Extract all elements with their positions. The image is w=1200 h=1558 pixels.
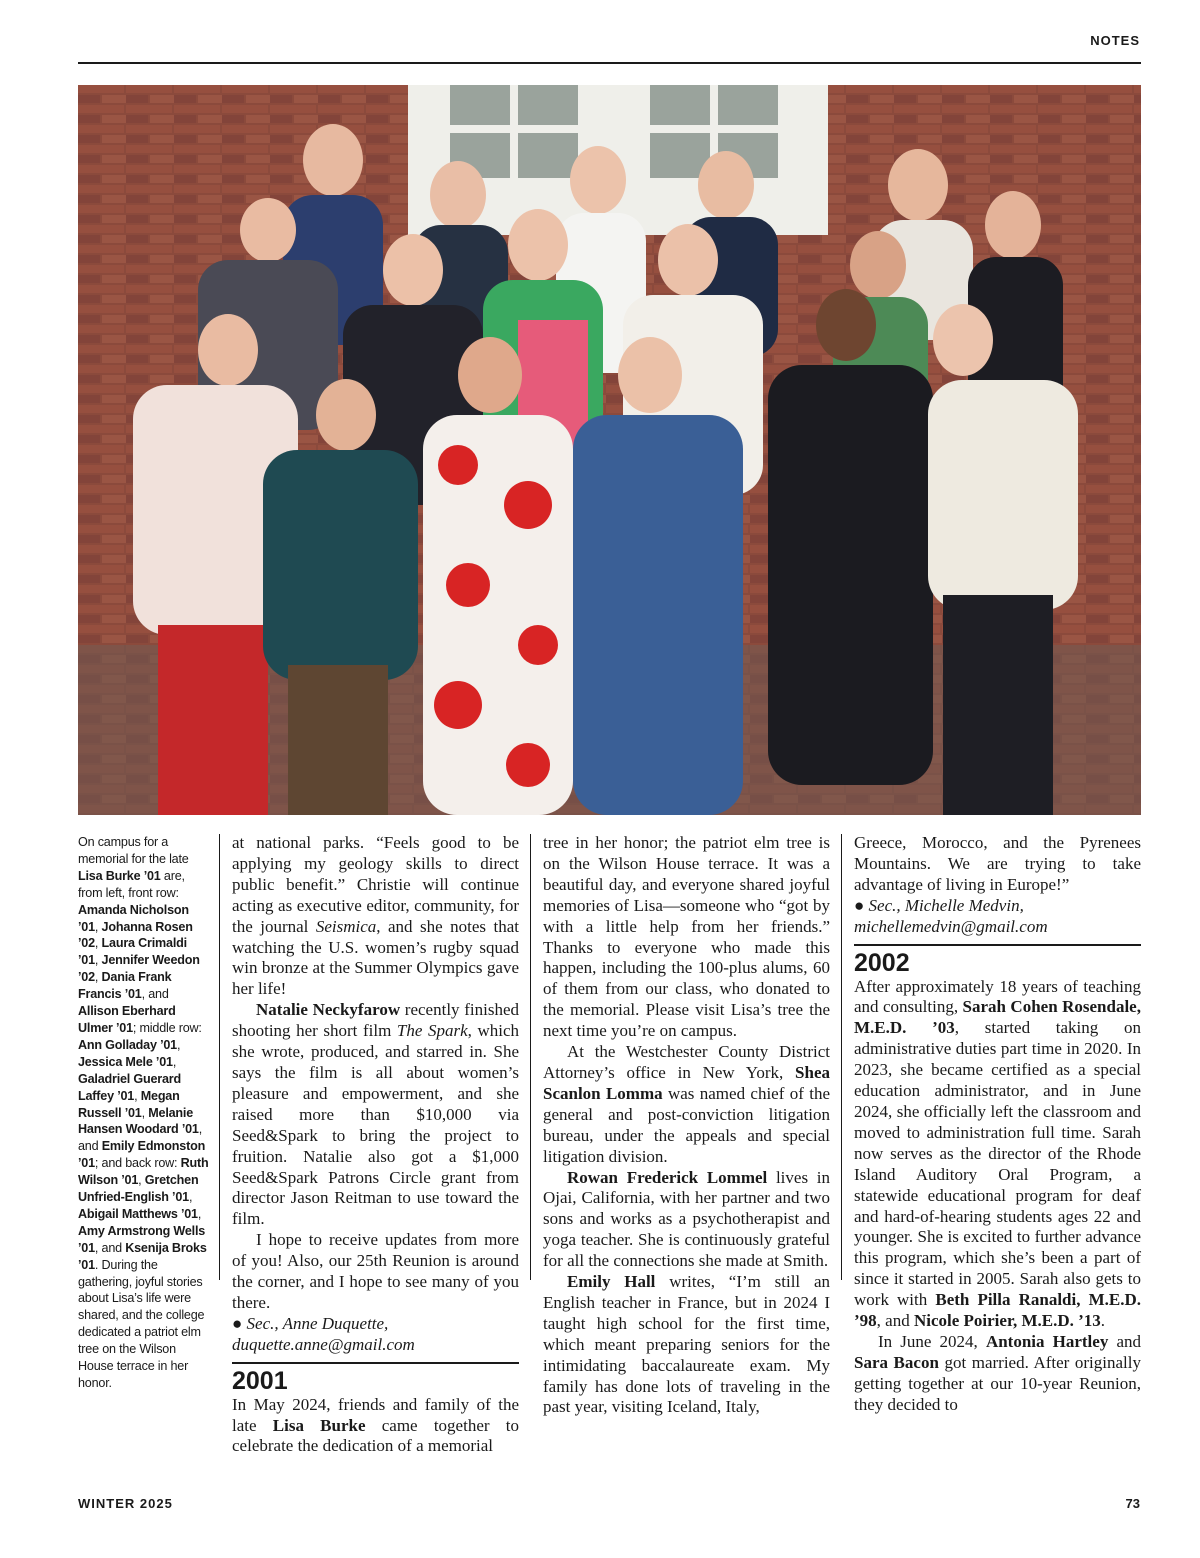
top-rule <box>78 62 1141 64</box>
article-column-2 <box>543 833 830 1418</box>
paragraph: I hope to receive updates from more of you! Also, our 25th Reunion is around the corner, and I hope to see many of you there. <box>232 1230 519 1312</box>
paragraph: After approximately 18 years of teaching and consulting, Sarah Cohen Rosendale, M.E.D. ’03, started taking on administrative duties part time in 2020. In 2023, she became certified as a special education administrator, and in June 2024, she officially left the classroom and moved to administration full time. Sarah now serves as the director of the Rhode Island Auditory Oral Program, a statewide educational program for deaf and hard-of-hearing students ages 22 and younger. She is excited to further advance this program, which she’s been a part of since it started in 2005. Sarah also gets to work with Beth Pilla Ranaldi, M.E.D. ’98, and Nicole Poirier, M.E.D. ’13. <box>854 976 1141 1331</box>
photo-caption: On campus for a memorial for the late Lisa Burke ’01 are, from left, front row: Amanda Nicholson ’01, Johanna Rosen ’02, Laura Crimaldi ’01, Jennifer Weedon ’02, Dania Frank Francis ’01, and Allison Eberhard Ulmer ’01; middle row: Ann Golladay ’01, Jessica Mele ’01, Galadriel Guerard Laffey ’01, Megan Russell ’01, Melanie Hansen Woodard ’01, and Emily Edmonston ’01; and back row: Ruth Wilson ’01, Gretchen Unfried-English ’01, Abigail Matthews ’01, Amy Armstrong Wells ’01, and Ksenija Broks ’01. During the gathering, joyful stories about Lisa’s life were shared, and the college dedicated a patriot elm tree on the Wilson House terrace in her honor. <box>78 835 209 1390</box>
issue-label: WINTER 2025 <box>78 1496 173 1511</box>
class-secretary: ● Sec., Michelle Medvin, <box>854 895 1024 915</box>
article-column-3 <box>854 833 1141 1416</box>
column-divider <box>219 834 220 1280</box>
paragraph: In June 2024, Antonia Hartley and Sara Bacon got married. After originally getting together at our 10-year Reunion, they decided to <box>854 1331 1141 1414</box>
class-year-heading: 2002 <box>854 944 1141 977</box>
section-label: NOTES <box>1090 33 1140 48</box>
paragraph: tree in her honor; the patriot elm tree is on the Wilson House terrace. It was a beautiful day, and everyone shared joyful memories of Lisa—someone who “got by with a little help from her friends.” Thanks to everyone who made this happen, including the 100-plus alums, 60 of them from our class, who donated to the memorial. Please visit Lisa’s tree the next time you’re on campus. <box>543 833 830 1041</box>
class-year-heading: 2001 <box>232 1362 519 1395</box>
column-divider <box>530 834 531 1280</box>
paragraph: At the Westchester County District Attorney’s office in New York, Shea Scanlon Lomma was named chief of the general and post-conviction litigation bureau, under the appeals and special litigation division. <box>543 1042 830 1166</box>
paragraph: Emily Hall writes, “I’m still an English teacher in France, but in 2024 I taught high school for the first time, which meant preparing seniors for the intimidating baccalaureate exam. My family has done lots of traveling in the past year, visiting Iceland, Italy, <box>543 1272 830 1417</box>
group-photo-illustration <box>78 85 1141 815</box>
paragraph: In May 2024, friends and family of the late Lisa Burke came together to celebrate the dedication of a memorial <box>232 1394 519 1456</box>
paragraph: Natalie Neckyfarow recently finished shooting her short film The Spark, which she wrote, produced, and starred in. She says the film is all about women’s pleasure and empowerment, and she raised more than $10,000 via Seed&Spark to bring the project to fruition. Natalie also got a $1,000 Seed&Spark Patrons Circle grant from director Jason Reitman to use toward the film. <box>232 1000 520 1229</box>
secretary-email: michellemedvin@gmail.com <box>854 916 1048 936</box>
paragraph: Greece, Morocco, and the Pyrenees Mountains. We are trying to take advantage of living in Europe!” <box>854 833 1141 894</box>
paragraph: at national parks. “Feels good to be applying my geology skills to direct public benefit.” Christie will continue acting as executive editor, community, for the journal Seismica, and she notes that watching the U.S. women’s rugby squad win bronze at the Summer Olympics gave her life! <box>232 833 519 999</box>
secretary-email: duquette.anne@gmail.com <box>232 1334 415 1354</box>
page-number: 73 <box>1125 1496 1140 1511</box>
group-photo <box>78 85 1141 815</box>
article-column-1 <box>232 833 519 1457</box>
class-secretary: ● Sec., Anne Duquette, <box>232 1313 389 1333</box>
column-divider <box>841 834 842 1280</box>
paragraph: Rowan Frederick Lommel lives in Ojai, California, with her partner and two sons and works as a psychotherapist and yoga teacher. She is continuously grateful for all the connections she made at Smith. <box>543 1167 830 1271</box>
